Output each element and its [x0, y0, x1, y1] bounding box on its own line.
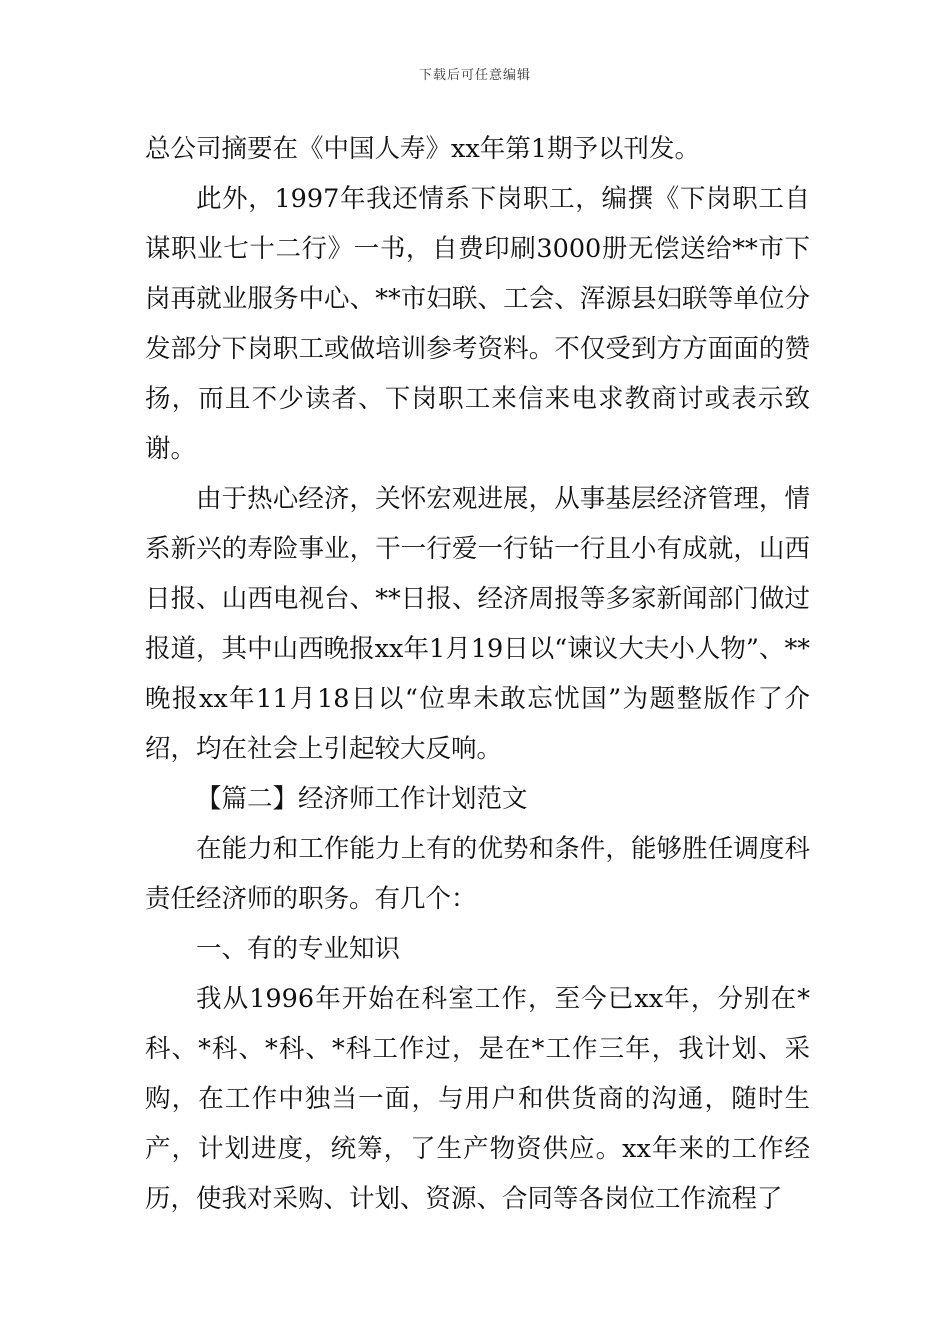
paragraph-5: 我从1996年开始在科室工作，至今已xx年，分别在*科、*科、*科、*科工作过，是在*工作三年，我计划、采购，在工作中独当一面，与用户和供货商的沟通，随时生产，计划进度，统筹，了生产物资供应。xx年来的工作经历，使我对采购、计划、资源、合同等各岗位工作流程了	[145, 984, 810, 1214]
paragraph-2: 此外，1997年我还情系下岗职工，编撰《下岗职工自谋职业七十二行》一书，自费印刷3000册无偿送给**市下岗再就业服务中心、**市妇联、工会、浑源县妇联等单位分发部分下岗职工或做培训参考资料。不仅受到方方面面的赞扬，而且不少读者、下岗职工来信来电求教商讨或表示致谢。	[145, 184, 810, 464]
document-body	[145, 124, 810, 1224]
paragraph-1: 总公司摘要在《中国人寿》xx年第1期予以刊发。	[145, 134, 700, 164]
subheading: 一、有的专业知识	[196, 934, 401, 964]
paragraph-4: 在能力和工作能力上有的优势和条件，能够胜任调度科责任经济师的职务。有几个：	[145, 834, 810, 914]
section-heading: 【篇二】经济师工作计划范文	[196, 784, 528, 814]
paragraph-3: 由于热心经济，关怀宏观进展，从事基层经济管理，情系新兴的寿险事业，干一行爱一行钻一行且小有成就，山西日报、山西电视台、**日报、经济周报等多家新闻部门做过报道，其中山西晚报xx年1月19日以“谏议大夫小人物”、**晚报xx年11月18日以“位卑未敢忘忧国”为题整版作了介绍，均在社会上引起较大反响。	[145, 484, 810, 764]
page-header-note: 下载后可任意编辑	[418, 68, 531, 83]
